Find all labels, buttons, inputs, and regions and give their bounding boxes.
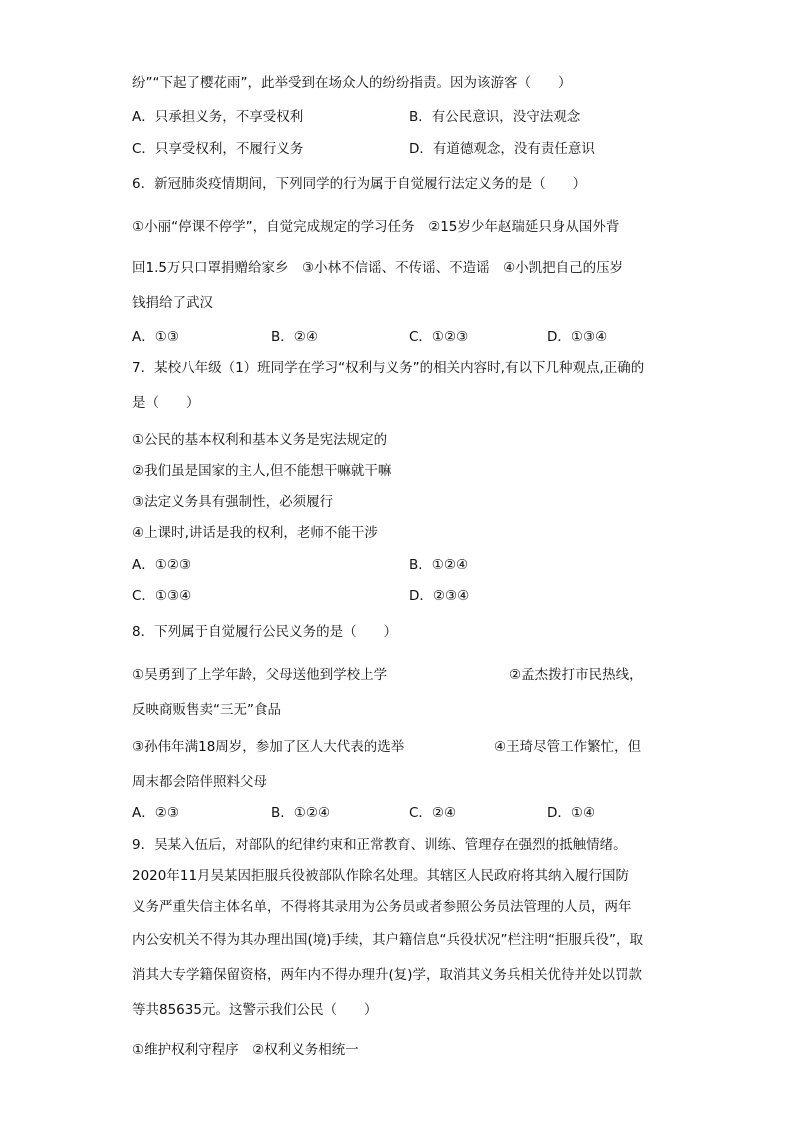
q7-option-a: A．①②③ [132, 557, 192, 573]
q5-stem-continuation: 纷”“下起了樱花雨”，此举受到在场众人的纷纷指责。因为该游客（ ） [132, 75, 572, 91]
q7-option-b: B．①②④ [409, 557, 469, 573]
q8-statement-4: ④王琦尽管工作繁忙，但 [494, 739, 642, 755]
q9-paragraph-line-1: 9．吴某入伍后，对部队的纪律约束和正常教育、训练、管理存在强烈的抵触情绪。 [132, 837, 627, 853]
q9-paragraph-line-3: 义务严重失信主体名单，不得将其录用为公务员或者参照公务员法管理的人员，两年 [132, 899, 632, 915]
q7-stem-line-2: 是（ ） [132, 395, 200, 411]
q6-statement-line-3: 钱捐给了武汉 [132, 295, 213, 311]
q6-option-b: B．②④ [271, 329, 318, 345]
q8-option-d: D．①④ [547, 805, 596, 821]
q8-option-c: C．②④ [409, 805, 457, 821]
q9-paragraph-line-2: 2020年11月吴某因拒服兵役被部队作除名处理。其辖区人民政府将其纳入履行国防 [132, 868, 630, 884]
q5-option-a: A．只承担义务，不享受权利 [132, 109, 304, 125]
q5-option-c: C．只享受权利，不履行义务 [132, 141, 304, 157]
q8-statement-2: ②孟杰拨打市民热线， [509, 667, 643, 683]
q7-option-d: D．②③④ [409, 588, 470, 604]
q6-statement-line-2: 回1.5万只口罩捐赠给家乡 ③小林不信谣、不传谣、不造谣 ④小凯把自己的压岁 [132, 260, 624, 276]
q8-statement-1: ①吴勇到了上学年龄，父母送他到学校上学 [132, 667, 388, 683]
q9-paragraph-line-6: 等共85635元。这警示我们公民（ ） [132, 1002, 378, 1018]
q7-statement-3: ③法定义务具有强制性，必须履行 [132, 494, 334, 510]
q6-option-d: D．①③④ [547, 329, 608, 345]
q5-option-d: D．有道德观念，没有责任意识 [409, 141, 595, 157]
q8-option-b: B．①②④ [271, 805, 331, 821]
q7-statement-1: ①公民的基本权利和基本义务是宪法规定的 [132, 432, 388, 448]
q8-statement-2-continuation: 反映商贩售卖“三无”食品 [132, 702, 281, 718]
q6-option-c: C．①②③ [409, 329, 469, 345]
q6-statement-line-1: ①小丽“停课不停学”，自觉完成规定的学习任务 ②15岁少年赵瑞延只身从国外背 [132, 219, 620, 235]
q5-option-b: B．有公民意识，没守法观念 [409, 109, 581, 125]
q8-option-a: A．②③ [132, 805, 179, 821]
q7-statement-4: ④上课时,讲话是我的权利，老师不能干涉 [132, 525, 378, 541]
q7-statement-2: ②我们虽是国家的主人,但不能想干嘛就干嘛 [132, 463, 392, 479]
q8-statement-4-continuation: 周末都会陪伴照料父母 [132, 774, 267, 790]
q7-stem-line-1: 7．某校八年级（1）班同学在学习“权利与义务”的相关内容时,有以下几种观点,正确的 [132, 360, 645, 376]
q8-stem: 8．下列属于自觉履行公民义务的是（ ） [132, 624, 398, 640]
q8-statement-3: ③孙伟年满18周岁，参加了区人大代表的选举 [132, 739, 405, 755]
q9-statements: ①维护权利守程序 ②权利义务相统一 [132, 1042, 359, 1058]
q7-option-c: C．①③④ [132, 588, 192, 604]
q6-option-a: A．①③ [132, 329, 179, 345]
q6-stem: 6．新冠肺炎疫情期间，下列同学的行为属于自觉履行法定义务的是（ ） [132, 176, 587, 192]
q9-paragraph-line-5: 消其大专学籍保留资格，两年内不得办理升(复)学，取消其义务兵相关优待并处以罚款 [132, 967, 643, 983]
q9-paragraph-line-4: 内公安机关不得为其办理出国(境)手续，其户籍信息“兵役状况”栏注明“拒服兵役”，取 [132, 932, 644, 948]
